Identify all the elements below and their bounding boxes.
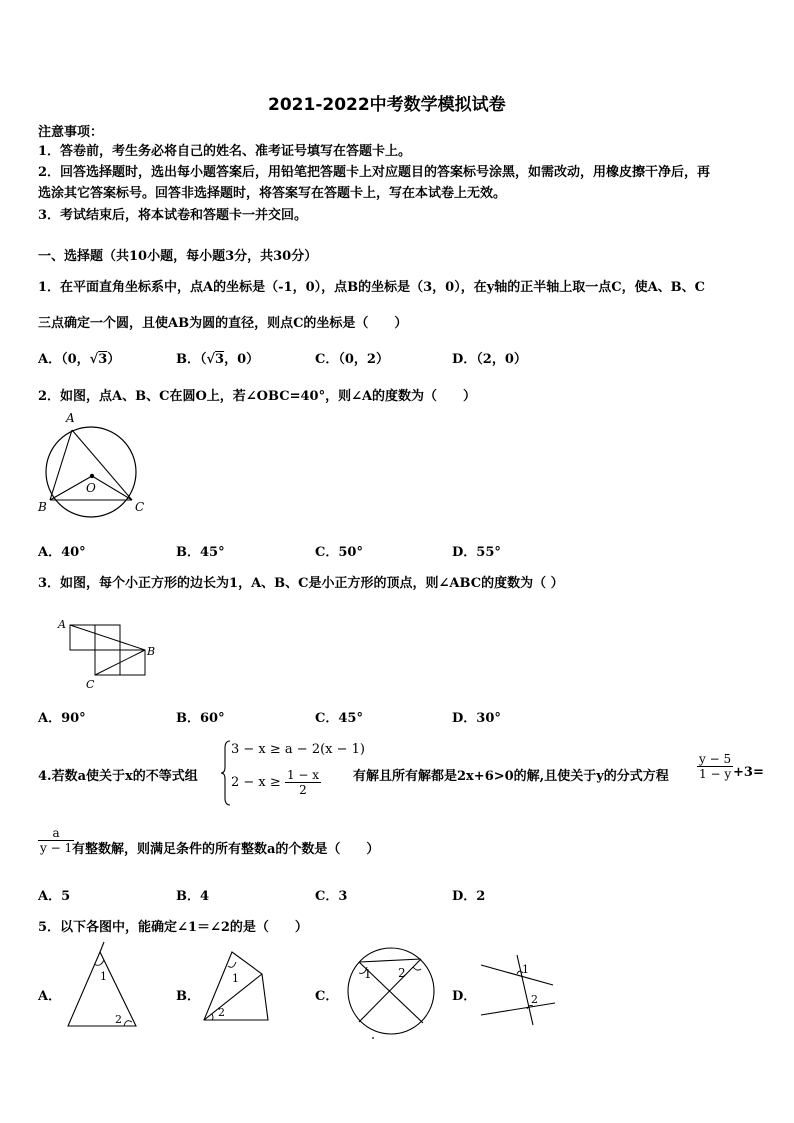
q1-option-c: C．（0，2） [315,352,389,367]
q5-figure-a [60,942,145,1032]
q4-option-d: D．2 [452,889,486,904]
section-heading: 一、选择题（共10小题，每小题3分，共30分） [38,249,318,264]
q2-circle-figure [36,410,151,520]
label-c: C [135,500,145,514]
brace-icon [221,740,231,806]
q5-option-c: C． [315,989,339,1004]
angle-2-label: 2 [398,966,406,980]
notice-heading: 注意事项： [38,125,104,140]
q5-figure-b [200,950,275,1025]
notice-line: 2．回答选择题时，选出每小题答案后，用铅笔把答题卡上对应题目的答案标号涂黑，如需改动，用橡皮擦干净后，再 [38,165,711,180]
fraction-a-equation: $\frac{a}{y - 1}$ [40,826,73,855]
q5-option-a: A． [38,989,62,1004]
angle-2-label: 2 [115,1013,122,1026]
q2-option-d: D．55° [452,545,501,560]
angle-1-label: 1 [364,967,372,981]
angle-1-label: 1 [522,963,529,976]
q3-grid-figure [56,615,166,695]
question-4-stem-end: 有整数解，则满足条件的所有整数a的个数是（ ） [72,842,380,857]
angle-2-label: 2 [218,1006,225,1019]
label-o: O [86,481,96,495]
q5-figure-c [345,945,437,1040]
page-title: 2021-2022中考数学模拟试卷 [268,95,506,115]
question-2-stem: 2．如图，点A、B、C在圆O上，若∠OBC=40°，则∠A的度数为（ ） [38,389,477,404]
q1-option-b: B．（√3，0） [176,352,260,367]
q3-option-a: A．90° [38,711,86,726]
label-b: B [147,645,156,658]
notice-line: 1．答卷前，考生务必将自己的姓名、准考证号填写在答题卡上。 [38,144,412,159]
fraction-y-equation: $\frac{y - 5}{1 - y}$ [699,752,732,781]
question-1-stem-cont: 三点确定一个圆，且使AB为圆的直径，则点C的坐标是（ ） [38,316,408,331]
notice-line: 3．考试结束后，将本试卷和答题卡一并交回。 [38,208,308,223]
q4-option-b: B．4 [176,889,210,904]
q3-option-c: C．45° [315,711,363,726]
q4-option-a: A．5 [38,889,71,904]
label-b: B [38,500,47,514]
q2-option-b: B．45° [176,545,225,560]
q1-option-a: A．（0，√3） [38,352,121,367]
q5-figure-d [475,955,560,1025]
q1-option-d: D．（2，0） [452,352,527,367]
angle-1-label: 1 [100,970,107,983]
notice-line: 选涂其它答案标号。回答非选择题时，将答案写在答题卡上，写在本试卷上无效。 [38,186,507,201]
angle-1-label: 1 [232,972,239,985]
q5-option-b: B． [176,989,200,1004]
q2-option-c: C．50° [315,545,363,560]
label-a: A [58,618,66,631]
inequality-1: 3 − x ≥ a − 2(x − 1) [231,742,365,757]
q5-option-d: D． [452,989,477,1004]
question-5-stem: 5．以下各图中，能确定∠1＝∠2的是（ ） [38,920,308,935]
q3-option-d: D．30° [452,711,501,726]
equation-tail: +3= [733,765,764,780]
question-1-stem: 1．在平面直角坐标系中，点A的坐标是（-1，0），点B的坐标是（3，0），在y轴的正半轴上取一点C，使A、B、C [38,280,706,295]
angle-2-label: 2 [531,993,538,1006]
question-4-stem: 4.若数a使关于x的不等式组 [38,769,198,784]
q4-option-c: C．3 [315,889,348,904]
question-3-stem: 3．如图，每个小正方形的边长为1，A、B、C是小正方形的顶点，则∠ABC的度数为（ ） [38,576,564,591]
q2-option-a: A．40° [38,545,86,560]
label-a: A [66,411,75,425]
label-c: C [86,678,95,691]
inequality-2: 2 − x ≥ $\frac{1 - x}{2}$ [231,768,320,797]
q3-option-b: B．60° [176,711,225,726]
question-4-stem-cont: 有解且所有解都是2x+6>0的解,且使关于y的分式方程 [353,769,669,784]
